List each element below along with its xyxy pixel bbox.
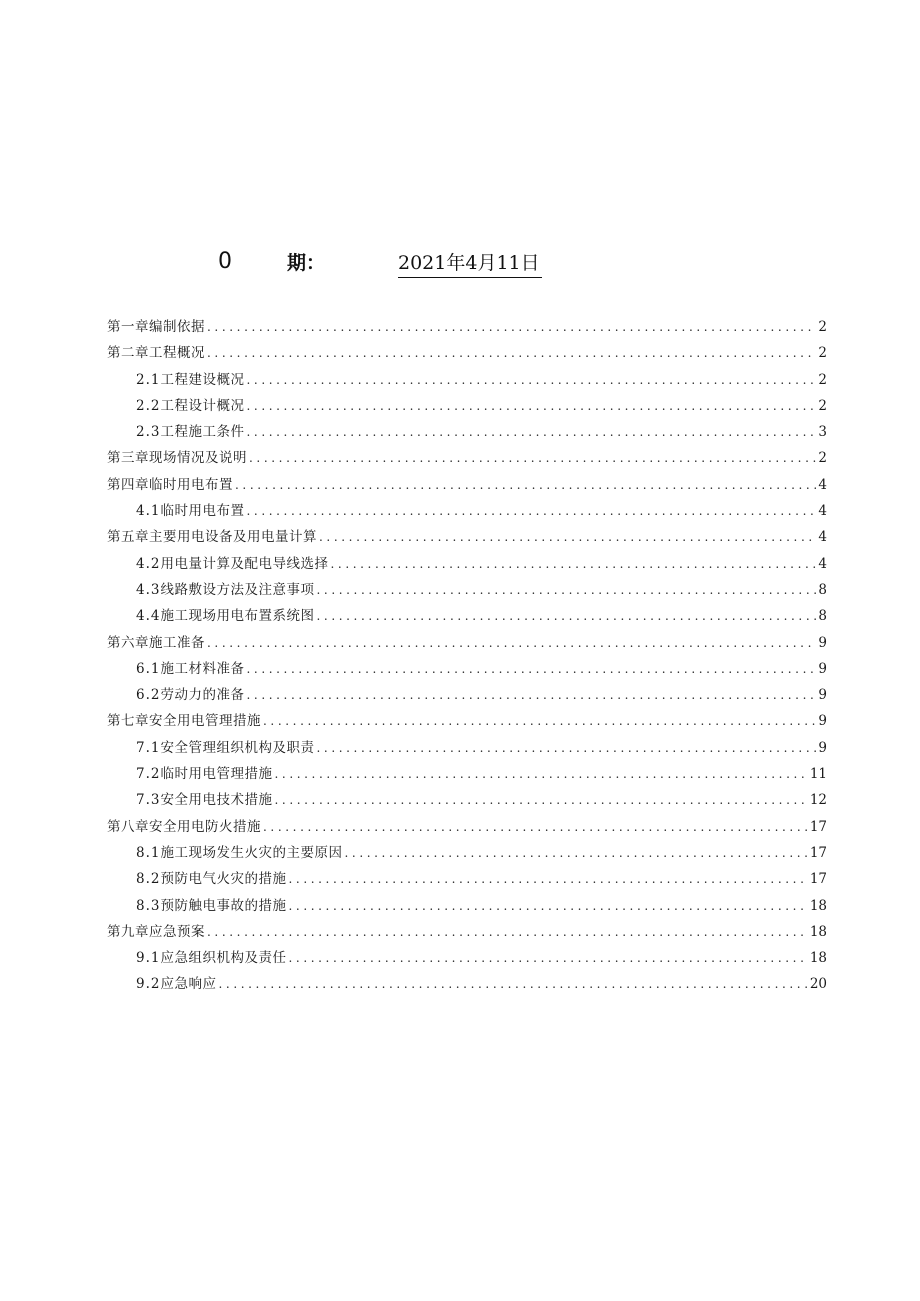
toc-entry-title: 应急组织机构及责任 bbox=[160, 950, 287, 967]
toc-dot-leader bbox=[246, 419, 816, 445]
toc-entry-title: 工程建设概况 bbox=[160, 371, 245, 388]
toc-entry-page-number: 17 bbox=[809, 844, 827, 861]
toc-entry-title: 施工现场发生火灾的主要原因 bbox=[160, 844, 343, 861]
toc-dot-leader bbox=[207, 314, 816, 340]
toc-entry-number: 8.2 bbox=[136, 871, 161, 888]
toc-entry-page-number: 12 bbox=[809, 792, 827, 809]
toc-subsection-entry[interactable] bbox=[107, 419, 827, 445]
toc-entry-page-number: 3 bbox=[818, 424, 827, 441]
toc-dot-leader bbox=[316, 577, 816, 603]
toc-dot-leader bbox=[319, 524, 816, 550]
toc-entry-page-number: 9 bbox=[818, 713, 827, 730]
toc-subsection-entry[interactable] bbox=[107, 551, 827, 577]
toc-entry-title: 第三章现场情况及说明 bbox=[107, 450, 247, 467]
toc-dot-leader bbox=[288, 893, 807, 919]
toc-entry-number: 7.2 bbox=[136, 766, 161, 783]
toc-dot-leader bbox=[316, 735, 816, 761]
toc-dot-leader bbox=[344, 840, 807, 866]
toc-entry-title: 第六章施工准备 bbox=[107, 634, 205, 651]
toc-entry-title: 工程设计概况 bbox=[160, 397, 245, 414]
toc-entry-number: 8.3 bbox=[136, 897, 161, 914]
toc-chapter-entry[interactable] bbox=[107, 708, 827, 734]
toc-entry-title: 第四章临时用电布置 bbox=[107, 476, 233, 493]
toc-entry-number: 8.1 bbox=[136, 844, 161, 861]
toc-entry-number: 2.2 bbox=[136, 397, 161, 414]
date-label: 期： bbox=[287, 252, 326, 274]
toc-entry-title: 施工材料准备 bbox=[160, 660, 245, 677]
toc-dot-leader bbox=[316, 603, 816, 629]
toc-subsection-entry[interactable] bbox=[107, 971, 827, 997]
toc-dot-leader bbox=[263, 814, 808, 840]
toc-dot-leader bbox=[218, 971, 807, 997]
toc-subsection-entry[interactable] bbox=[107, 393, 827, 419]
toc-entry-title: 预防触电事故的措施 bbox=[160, 897, 287, 914]
toc-entry-page-number: 11 bbox=[809, 766, 827, 783]
toc-dot-leader bbox=[274, 787, 807, 813]
date-line bbox=[0, 248, 920, 278]
toc-entry-number: 4.3 bbox=[136, 581, 161, 598]
toc-chapter-entry[interactable] bbox=[107, 814, 827, 840]
toc-entry-title: 工程施工条件 bbox=[160, 424, 245, 441]
toc-entry-number: 4.2 bbox=[136, 555, 161, 572]
toc-entry-title: 第七章安全用电管理措施 bbox=[107, 713, 261, 730]
toc-entry-page-number: 18 bbox=[809, 897, 827, 914]
toc-entry-title: 预防电气火灾的措施 bbox=[160, 871, 287, 888]
toc-entry-page-number: 2 bbox=[818, 450, 827, 467]
toc-entry-page-number: 4 bbox=[818, 555, 827, 572]
toc-entry-number: 2.3 bbox=[136, 424, 161, 441]
toc-entry-page-number: 8 bbox=[818, 608, 827, 625]
date-prefix-zero: 0 bbox=[218, 249, 232, 274]
toc-entry-number: 9.1 bbox=[136, 950, 161, 967]
toc-entry-page-number: 17 bbox=[809, 871, 827, 888]
toc-entry-page-number: 4 bbox=[818, 476, 827, 493]
toc-entry-title: 用电量计算及配电导线选择 bbox=[160, 555, 329, 572]
toc-entry-number: 7.3 bbox=[136, 792, 161, 809]
toc-dot-leader bbox=[246, 656, 816, 682]
toc-chapter-entry[interactable] bbox=[107, 314, 827, 340]
toc-chapter-entry[interactable] bbox=[107, 340, 827, 366]
toc-subsection-entry[interactable] bbox=[107, 735, 827, 761]
toc-entry-page-number: 8 bbox=[818, 581, 827, 598]
toc-entry-title: 应急响应 bbox=[160, 976, 217, 993]
toc-entry-page-number: 9 bbox=[818, 687, 827, 704]
toc-subsection-entry[interactable] bbox=[107, 893, 827, 919]
toc-entry-number: 6.2 bbox=[136, 687, 161, 704]
toc-entry-title: 临时用电管理措施 bbox=[160, 766, 273, 783]
toc-entry-title: 第二章工程概况 bbox=[107, 345, 205, 362]
toc-entry-number: 6.1 bbox=[136, 660, 161, 677]
toc-entry-title: 第九章应急预案 bbox=[107, 923, 205, 940]
toc-entry-number: 4.1 bbox=[136, 503, 161, 520]
toc-subsection-entry[interactable] bbox=[107, 367, 827, 393]
toc-entry-title: 劳动力的准备 bbox=[160, 687, 245, 704]
date-value: 2021年4月11日 bbox=[398, 249, 542, 278]
toc-dot-leader bbox=[246, 682, 816, 708]
toc-entry-page-number: 4 bbox=[818, 503, 827, 520]
toc-subsection-entry[interactable] bbox=[107, 840, 827, 866]
toc-subsection-entry[interactable] bbox=[107, 945, 827, 971]
toc-dot-leader bbox=[288, 945, 807, 971]
toc-entry-page-number: 2 bbox=[818, 345, 827, 362]
toc-dot-leader bbox=[274, 761, 807, 787]
toc-entry-number: 9.2 bbox=[136, 976, 161, 993]
toc-entry-number: 7.1 bbox=[136, 739, 161, 756]
toc-entry-page-number: 17 bbox=[809, 818, 827, 835]
toc-entry-page-number: 9 bbox=[818, 660, 827, 677]
toc-entry-page-number: 2 bbox=[818, 371, 827, 388]
toc-dot-leader bbox=[235, 472, 816, 498]
toc-entry-number: 4.4 bbox=[136, 608, 161, 625]
toc-dot-leader bbox=[263, 708, 816, 734]
toc-entry-page-number: 18 bbox=[809, 950, 827, 967]
toc-subsection-entry[interactable] bbox=[107, 498, 827, 524]
toc-entry-title: 安全用电技术措施 bbox=[160, 792, 273, 809]
toc-dot-leader bbox=[288, 866, 807, 892]
toc-dot-leader bbox=[246, 367, 816, 393]
toc-entry-title: 第一章编制依据 bbox=[107, 319, 205, 335]
toc-entry-page-number: 2 bbox=[818, 319, 827, 335]
toc-entry-title: 第八章安全用电防火措施 bbox=[107, 818, 261, 835]
toc-subsection-entry[interactable] bbox=[107, 603, 827, 629]
toc-dot-leader bbox=[330, 551, 816, 577]
toc-entry-title: 第五章主要用电设备及用电量计算 bbox=[107, 529, 317, 546]
toc-dot-leader bbox=[249, 445, 816, 471]
toc-subsection-entry[interactable] bbox=[107, 577, 827, 603]
toc-entry-page-number: 4 bbox=[818, 529, 827, 546]
toc-subsection-entry[interactable] bbox=[107, 787, 827, 813]
toc-dot-leader bbox=[207, 340, 816, 366]
toc-dot-leader bbox=[246, 498, 816, 524]
toc-subsection-entry[interactable] bbox=[107, 761, 827, 787]
toc-subsection-entry[interactable] bbox=[107, 656, 827, 682]
toc-chapter-entry[interactable] bbox=[107, 472, 827, 498]
toc-dot-leader bbox=[207, 630, 816, 656]
toc-entry-title: 施工现场用电布置系统图 bbox=[160, 608, 315, 625]
toc-chapter-entry[interactable] bbox=[107, 630, 827, 656]
toc-entry-page-number: 2 bbox=[818, 397, 827, 414]
toc-dot-leader bbox=[246, 393, 816, 419]
toc-chapter-entry[interactable] bbox=[107, 919, 827, 945]
toc-entry-page-number: 20 bbox=[809, 976, 827, 993]
toc-entry-title: 线路敷设方法及注意事项 bbox=[160, 581, 315, 598]
toc-dot-leader bbox=[207, 919, 808, 945]
toc-entry-page-number: 9 bbox=[818, 739, 827, 756]
toc-subsection-entry[interactable] bbox=[107, 866, 827, 892]
toc-entry-page-number: 18 bbox=[809, 923, 827, 940]
toc-entry-title: 安全管理组织机构及职责 bbox=[160, 739, 315, 756]
toc-entry-number: 2.1 bbox=[136, 371, 161, 388]
toc-entry-page-number: 9 bbox=[818, 634, 827, 651]
toc-entry-title: 临时用电布置 bbox=[160, 503, 245, 520]
toc-chapter-entry[interactable] bbox=[107, 524, 827, 550]
toc-chapter-entry[interactable] bbox=[107, 445, 827, 471]
toc-subsection-entry[interactable] bbox=[107, 682, 827, 708]
table-of-contents bbox=[107, 314, 827, 998]
